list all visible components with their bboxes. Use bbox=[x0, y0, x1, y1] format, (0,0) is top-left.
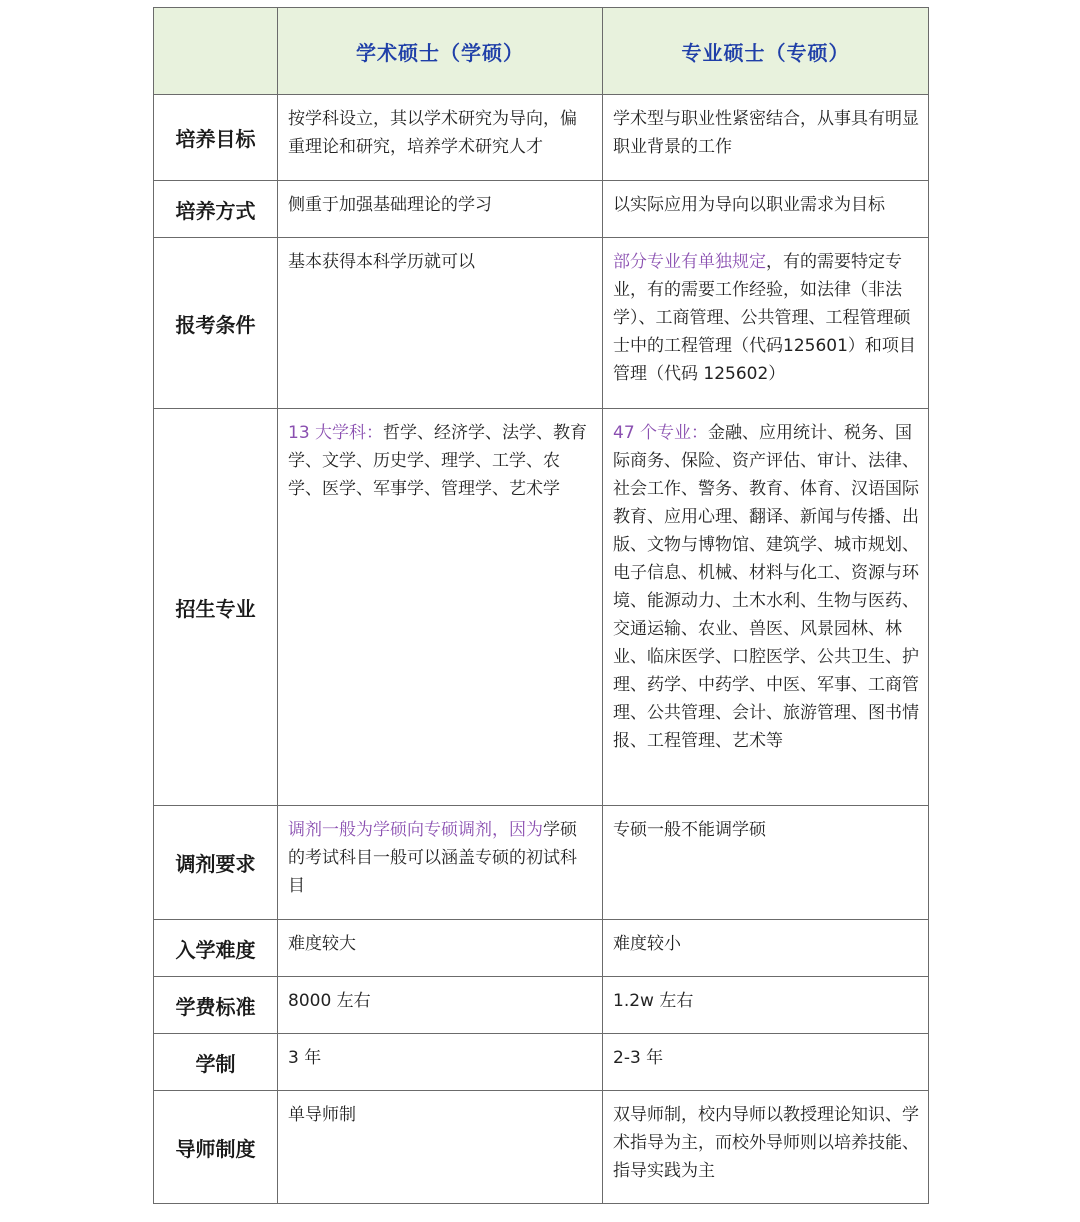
header-corner-cell bbox=[154, 8, 278, 95]
row-label: 招生专业 bbox=[154, 409, 278, 806]
academic-cell: 侧重于加强基础理论的学习 bbox=[278, 181, 603, 238]
body-text: 学硕的考试科目一般可以涵盖专硕的初试科目 bbox=[288, 820, 577, 896]
professional-cell: 专硕一般不能调学硕 bbox=[603, 806, 929, 920]
academic-cell bbox=[278, 409, 603, 806]
row-label: 培养方式 bbox=[154, 181, 278, 238]
academic-cell: 难度较大 bbox=[278, 920, 603, 977]
professional-cell: 2-3 年 bbox=[603, 1034, 929, 1091]
header-cell-professional bbox=[603, 8, 929, 95]
academic-cell: 8000 左右 bbox=[278, 977, 603, 1034]
row-label: 学制 bbox=[154, 1034, 278, 1091]
comparison-table bbox=[153, 7, 929, 1204]
table-row bbox=[154, 1091, 929, 1204]
table-row bbox=[154, 409, 929, 806]
professional-cell: 学术型与职业性紧密结合，从事具有明显职业背景的工作 bbox=[603, 95, 929, 181]
row-label: 入学难度 bbox=[154, 920, 278, 977]
professional-cell: 以实际应用为导向以职业需求为目标 bbox=[603, 181, 929, 238]
table-row bbox=[154, 95, 929, 181]
table-row bbox=[154, 920, 929, 977]
body-text: 金融、应用统计、税务、国际商务、保险、资产评估、审计、法律、社会工作、警务、教育、体育、汉语国际教育、应用心理、翻译、新闻与传播、出版、文物与博物馆、建筑学、城市规划、电子信息、机械、材料与化工、资源与环境、能源动力、土木水利、生物与医药、交通运输、农业、兽医、风景园林、林业、临床医学、口腔医学、公共卫生、护理、药学、中药学、中医、军事、工商管理、公共管理、会计、旅游管理、图书情报、工程管理、艺术等 bbox=[613, 423, 919, 751]
highlight-text: 13 大学科： bbox=[288, 423, 384, 443]
professional-cell: 双导师制，校内导师以教授理论知识、学术指导为主，而校外导师则以培养技能、指导实践为主 bbox=[603, 1091, 929, 1204]
body-text: ，有的需要特定专业，有的需要工作经验，如法律（非法学）、工商管理、公共管理、工程管理硕士中的工程管理（代码125601）和项目管理（代码 125602） bbox=[613, 252, 916, 384]
row-label: 导师制度 bbox=[154, 1091, 278, 1204]
professional-cell bbox=[603, 238, 929, 409]
highlight-text: 调剂一般为学硕向专硕调剂，因为 bbox=[288, 820, 543, 840]
academic-cell: 单导师制 bbox=[278, 1091, 603, 1204]
highlight-text: 47 个专业： bbox=[613, 423, 709, 443]
highlight-text: 部分专业有单独规定 bbox=[613, 252, 766, 272]
row-label: 调剂要求 bbox=[154, 806, 278, 920]
professional-cell bbox=[603, 409, 929, 806]
header-academic-title: 学术硕士（学硕） bbox=[356, 40, 524, 65]
header-row bbox=[154, 8, 929, 95]
table-row bbox=[154, 806, 929, 920]
academic-cell: 基本获得本科学历就可以 bbox=[278, 238, 603, 409]
academic-cell bbox=[278, 806, 603, 920]
table-row bbox=[154, 977, 929, 1034]
professional-cell: 难度较小 bbox=[603, 920, 929, 977]
table-row bbox=[154, 1034, 929, 1091]
header-cell-academic bbox=[278, 8, 603, 95]
row-label: 报考条件 bbox=[154, 238, 278, 409]
professional-cell: 1.2w 左右 bbox=[603, 977, 929, 1034]
table-row bbox=[154, 238, 929, 409]
table-row bbox=[154, 181, 929, 238]
row-label: 培养目标 bbox=[154, 95, 278, 181]
academic-cell: 3 年 bbox=[278, 1034, 603, 1091]
header-professional-title: 专业硕士（专硕） bbox=[681, 40, 850, 65]
academic-cell: 按学科设立，其以学术研究为导向，偏重理论和研究，培养学术研究人才 bbox=[278, 95, 603, 181]
row-label: 学费标准 bbox=[154, 977, 278, 1034]
body-text: 哲学、经济学、法学、教育学、文学、历史学、理学、工学、农学、医学、军事学、管理学、艺术学 bbox=[288, 423, 588, 499]
